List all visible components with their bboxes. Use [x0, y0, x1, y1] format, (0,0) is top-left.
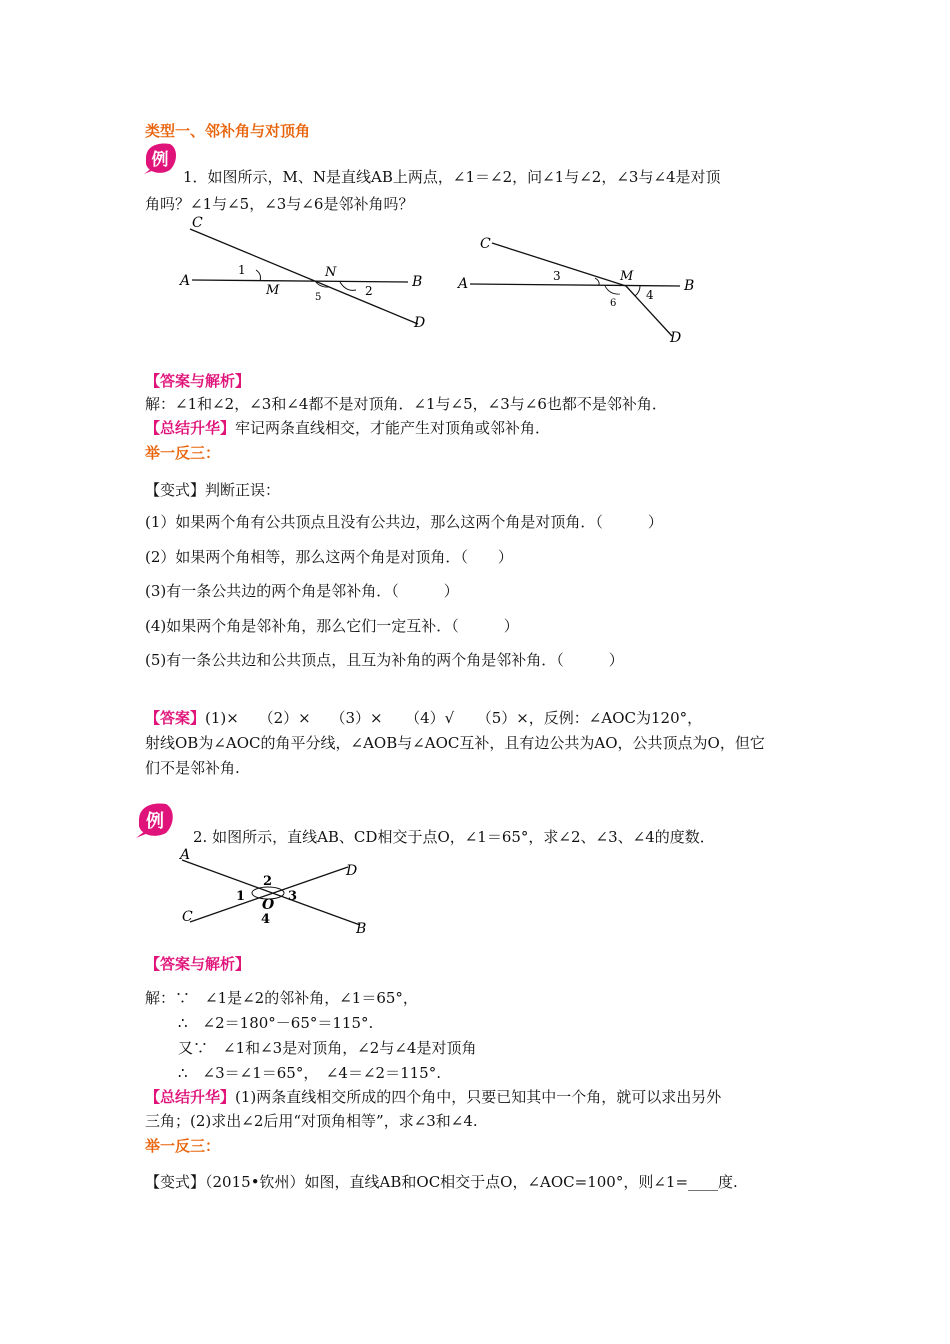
ex2-variant-tag: 【变式】	[145, 1173, 206, 1191]
ex2-sol-4: ∴ ∠3＝∠1＝65°， ∠4＝∠2＝115°.	[178, 1064, 441, 1082]
ex1-item-3: (3)有一条公共边的两个角是邻补角．（ ）	[145, 582, 459, 600]
label-A: A	[180, 273, 191, 289]
ex1-figure-left	[170, 212, 440, 337]
ex1-summary-label: 【总结升华】	[145, 419, 236, 437]
ex1-answer-tag: 【答案】	[145, 709, 206, 727]
angle-4: 4	[646, 288, 654, 302]
label-A-2: A	[180, 847, 191, 863]
label-A-right: A	[458, 276, 469, 292]
badge-text-2: 例	[146, 811, 164, 832]
ex1-answer-line1: (1)× （2）× （3）× （4）√ （5）×，反例：∠AOC为120°，	[205, 709, 703, 727]
ex1-answer-label: 【答案与解析】	[145, 372, 251, 390]
angle-1-2: 1	[236, 889, 246, 904]
label-B: B	[412, 274, 423, 290]
label-D: D	[414, 315, 426, 331]
label-C-right: C	[480, 236, 491, 252]
label-C-2: C	[182, 909, 193, 925]
ex1-answer-line3: 们不是邻补角.	[145, 759, 240, 777]
example-badge-icon	[140, 140, 180, 176]
ex2-question: 2. 如图所示，直线AB、CD相交于点O，∠1＝65°，求∠2、∠3、∠4的度数．	[193, 828, 715, 846]
ex2-practice-label: 举一反三：	[145, 1137, 221, 1155]
ex2-sol-3: 又∵ ∠1和∠3是对顶角，∠2与∠4是对顶角	[178, 1039, 477, 1057]
angle-2-2: 2	[263, 874, 273, 889]
angle-5: 5	[315, 292, 322, 303]
ex1-item-4: (4)如果两个角是邻补角，那么它们一定互补．（ ）	[145, 617, 519, 635]
ex1-item-1: (1）如果两个角有公共顶点且没有公共边，那么这两个角是对顶角．（ ）	[145, 513, 663, 531]
label-D-2: D	[346, 863, 358, 879]
ex1-figure-right	[450, 228, 710, 348]
ex2-summary-line1: (1)两条直线相交所成的四个角中，只要已知其中一个角，就可以求出另外	[235, 1088, 722, 1106]
label-N: N	[325, 265, 337, 280]
angle-1: 1	[238, 263, 246, 277]
angle-2: 2	[365, 284, 373, 298]
label-C: C	[192, 215, 203, 231]
label-B-right: B	[684, 278, 695, 294]
ex1-summary: 牢记两条直线相交，才能产生对顶角或邻补角．	[235, 419, 551, 437]
ex2-figure	[170, 845, 380, 935]
angle-3: 3	[553, 269, 561, 283]
example-badge-icon	[133, 800, 177, 840]
ex1-variant-intro: 【变式】判断正误：	[145, 481, 281, 499]
ex1-question-line2: 角吗？∠1与∠5，∠3与∠6是邻补角吗？	[145, 195, 414, 213]
ex1-solution: 解：∠1和∠2，∠3和∠4都不是对顶角．∠1与∠5，∠3与∠6也都不是邻补角．	[145, 395, 667, 413]
ex1-item-2: (2）如果两个角相等，那么这两个角是对顶角．（ ）	[145, 548, 513, 566]
ex1-item-5: (5)有一条公共边和公共顶点，且互为补角的两个角是邻补角．（ ）	[145, 651, 624, 669]
angle-3-2: 3	[288, 889, 298, 904]
ex1-practice-label: 举一反三：	[145, 444, 221, 462]
ex1-question-line1: 1．如图所示，M、N是直线AB上两点，∠1＝∠2，问∠1与∠2，∠3与∠4是对顶	[183, 168, 721, 186]
label-M-right: M	[620, 269, 634, 284]
ex2-answer-label: 【答案与解析】	[145, 955, 251, 973]
angle-6: 6	[610, 298, 617, 309]
section-title: 类型一、邻补角与对顶角	[145, 122, 311, 140]
label-M: M	[266, 283, 280, 298]
label-O: O	[262, 897, 275, 913]
ex2-sol-2: ∴ ∠2＝180°－65°＝115°.	[178, 1014, 374, 1032]
label-D-right: D	[670, 330, 682, 346]
ex2-variant: （2015•钦州）如图，直线AB和OC相交于点O，∠AOC=100°，则∠1=____度.	[205, 1173, 738, 1191]
angle-4-2: 4	[261, 912, 271, 927]
label-B-2: B	[356, 921, 367, 935]
ex2-sol-1: 解：∵ ∠1是∠2的邻补角，∠1＝65°，	[145, 989, 418, 1007]
ex2-summary-line2: 三角；(2)求出∠2后用“对顶角相等”，求∠3和∠4.	[145, 1112, 478, 1130]
badge-text: 例	[151, 150, 169, 170]
ex2-summary-label: 【总结升华】	[145, 1088, 236, 1106]
ex1-answer-line2: 射线OB为∠AOC的角平分线，∠AOB与∠AOC互补，且有边公共为AO，公共顶点为O，但它	[145, 734, 765, 752]
